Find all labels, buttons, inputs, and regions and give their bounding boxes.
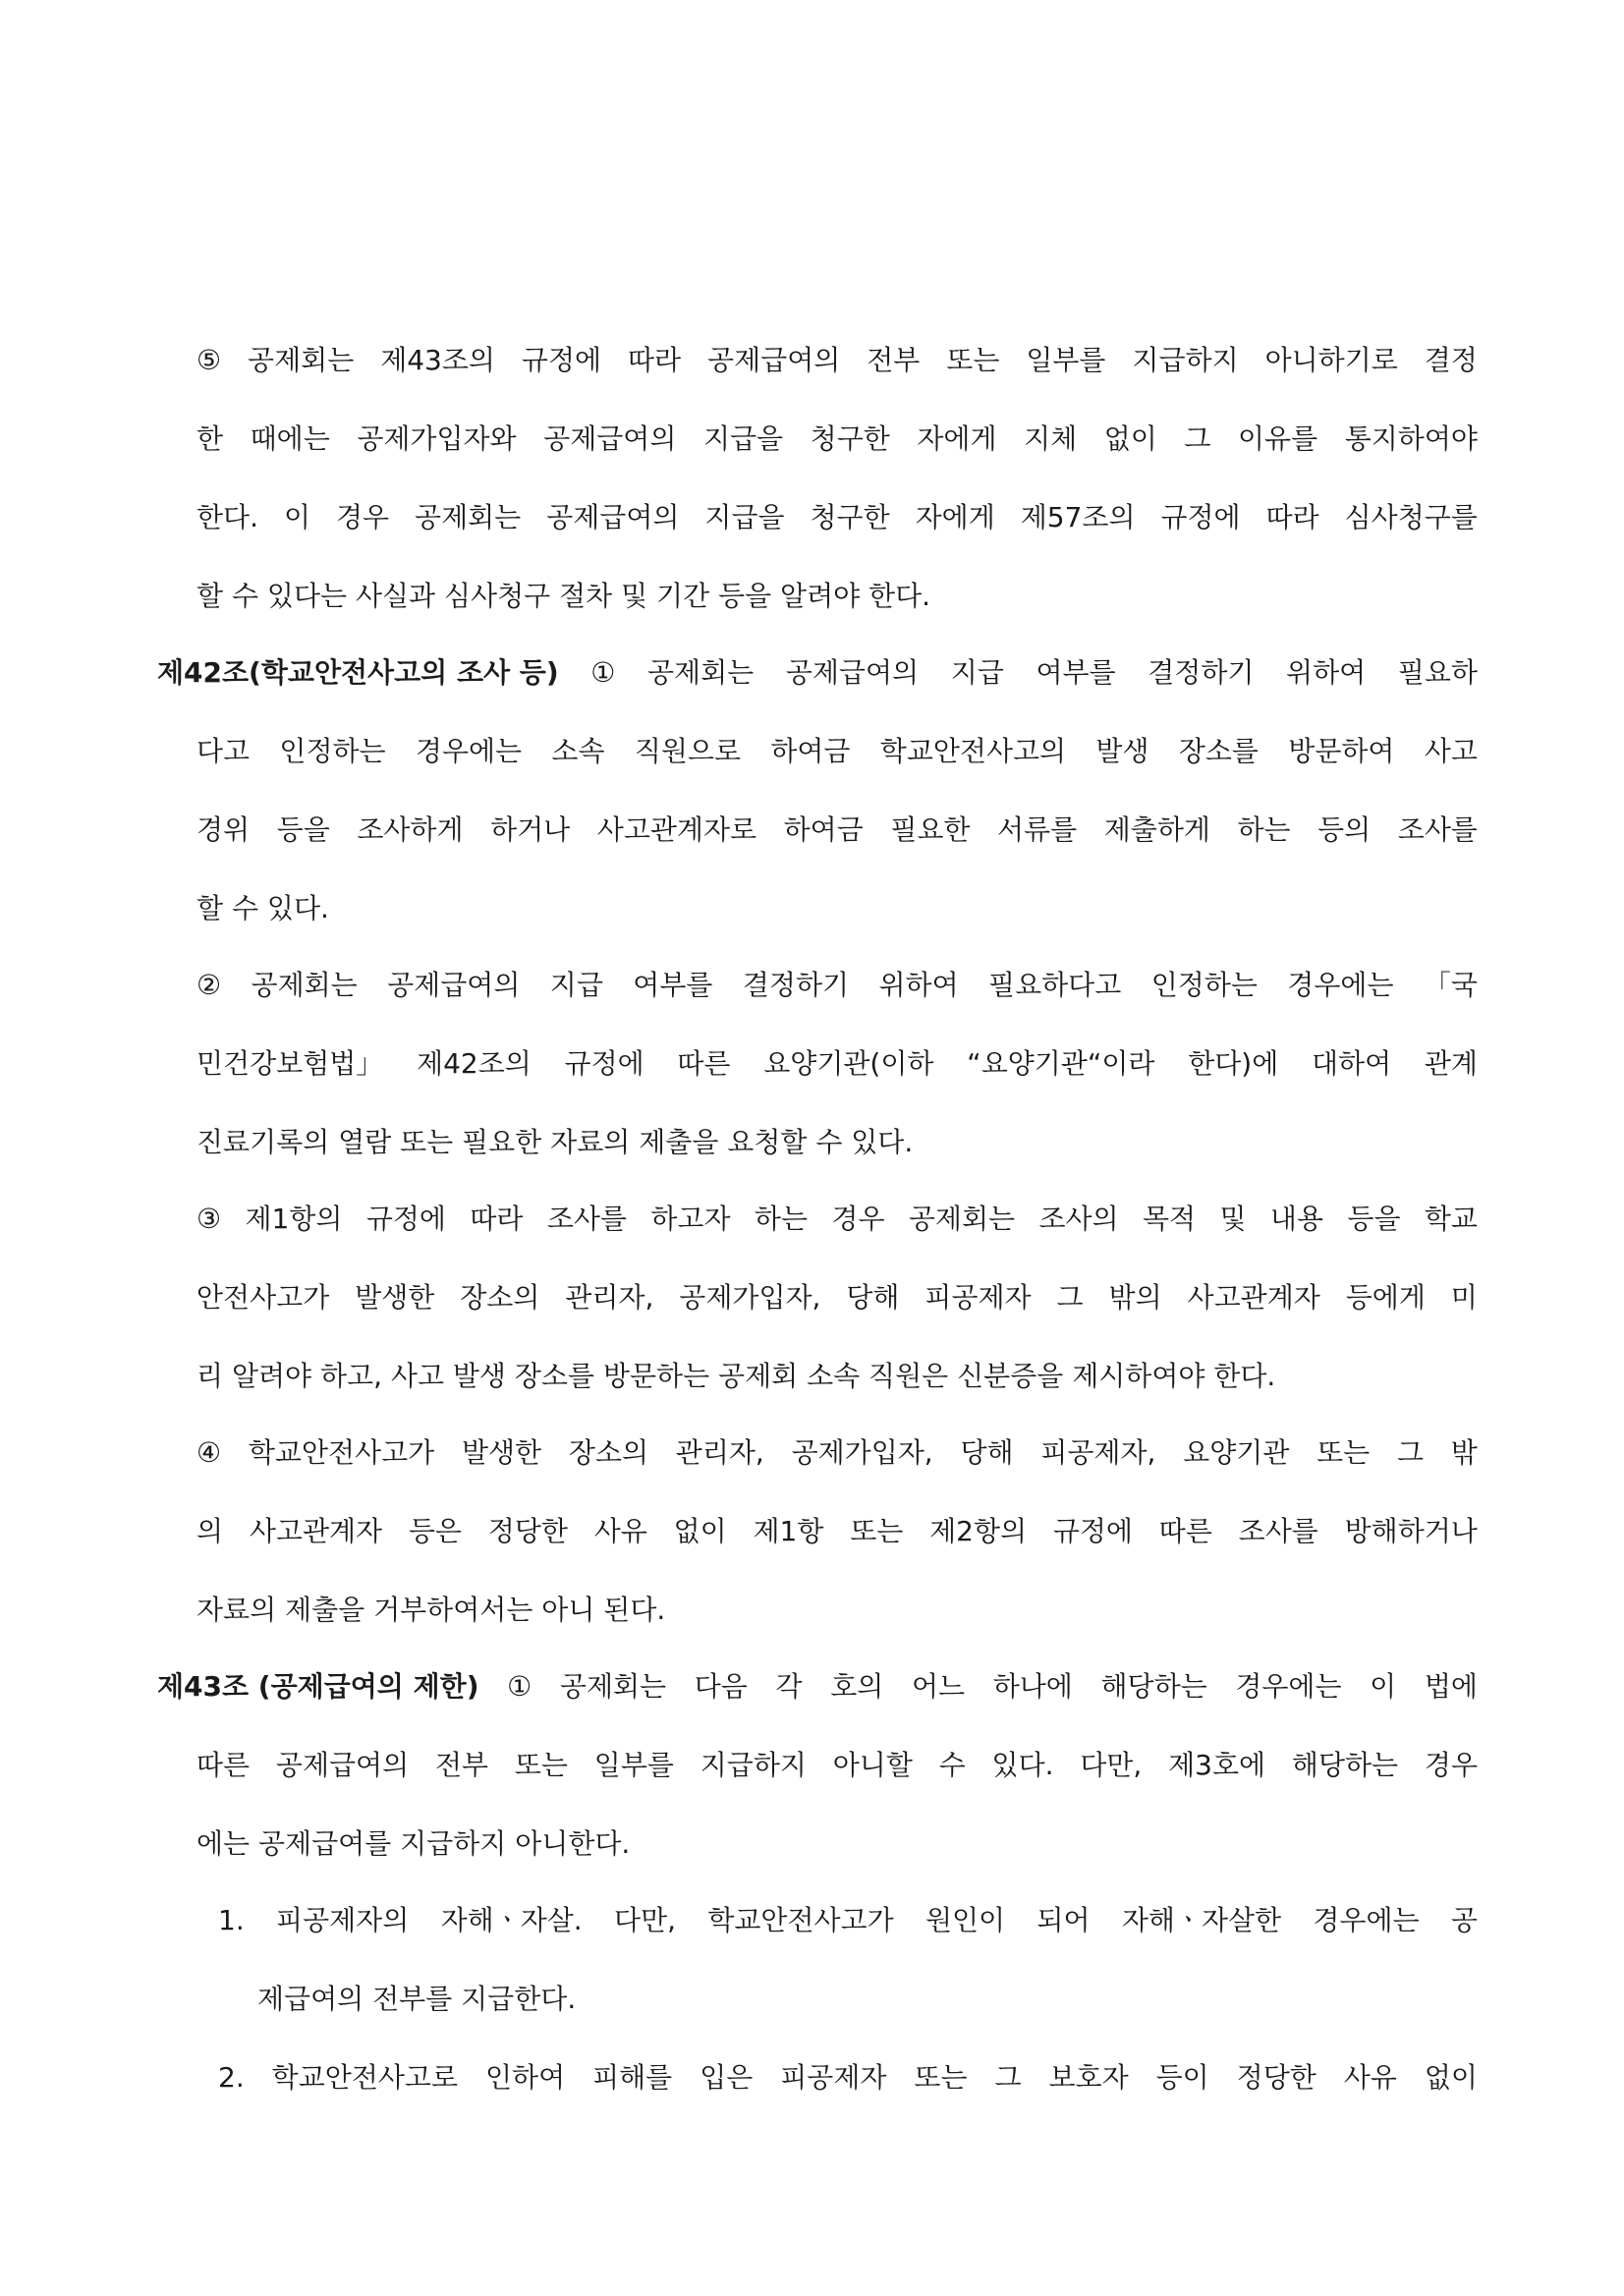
word: 다고 [196, 735, 251, 767]
line-text: 진료기록의 열람 또는 필요한 자료의 제출을 요청할 수 있다. [196, 1126, 914, 1158]
line-text: 자료의 제출을 거부하여서는 아니 된다. [196, 1594, 666, 1626]
word: 제1항의 [245, 1203, 343, 1235]
word: 방문하여 [1288, 735, 1395, 767]
text-line [196, 1200, 1478, 1239]
word: 발생한 [461, 1436, 542, 1469]
word: 각 [775, 1670, 803, 1703]
word: 지체 [1024, 422, 1078, 455]
word: 공제가입자와 [357, 422, 517, 455]
word: 조사의 [1038, 1203, 1119, 1235]
word: 제3호에 [1168, 1749, 1266, 1781]
text-line [196, 1278, 1478, 1317]
text-line [196, 498, 1478, 537]
word: 학교안전사고로 [271, 2061, 459, 2094]
word: 공 [1450, 1904, 1478, 1936]
word: 청구한 [810, 422, 890, 455]
word: 제42조의 [417, 1047, 532, 1080]
word: 청구한 [810, 501, 890, 533]
word: 등을 [1347, 1203, 1401, 1235]
word: 규정에 [1160, 501, 1241, 533]
word: 방해하거나 [1344, 1515, 1478, 1547]
word: 되어 [1036, 1904, 1091, 1936]
word: 없이 [1103, 422, 1157, 455]
word: 수 [938, 1749, 966, 1781]
word: 공제회는 [248, 344, 355, 376]
word: 전부 [867, 344, 921, 376]
word: 그 [1184, 422, 1211, 455]
word: 밖 [1450, 1436, 1478, 1469]
word: 피공제자의 [276, 1904, 410, 1936]
word: 일부를 [1026, 344, 1106, 376]
word: ③ [196, 1203, 222, 1235]
word: 의 [196, 1515, 224, 1547]
word: 등이 [1155, 2061, 1209, 2094]
word: 지급하지 [700, 1749, 807, 1781]
word: 지급 [549, 969, 603, 1001]
word: “요양기관“이라 [967, 1047, 1155, 1080]
word: 자에게 [917, 422, 997, 455]
word: ② [196, 969, 222, 1001]
word: 학교안전사고가 [248, 1436, 435, 1469]
word: 해당하는 [1291, 1749, 1399, 1781]
word: 공제급여의 [546, 501, 680, 533]
word: 하거나 [490, 813, 571, 846]
word: 어느 [911, 1670, 966, 1703]
list-item-line [218, 2058, 1478, 2098]
word: 없이 [1424, 2061, 1478, 2094]
word: 공제급여의 [275, 1749, 410, 1781]
word: 당해 [846, 1281, 900, 1314]
word: 그 [1396, 1436, 1425, 1469]
word: 이유를 [1237, 422, 1318, 455]
word: 심사청구를 [1344, 501, 1478, 533]
word: 경우 [1424, 1749, 1478, 1781]
word: 학교 [1424, 1203, 1478, 1235]
word: 법에 [1424, 1670, 1478, 1703]
word: 피공제자, [1040, 1436, 1156, 1469]
text-line [196, 811, 1478, 850]
word: 또는 [514, 1749, 568, 1781]
word: 지급을 [704, 501, 785, 533]
word: 관리자, [675, 1436, 764, 1469]
word: 관리자, [565, 1281, 654, 1314]
word: 직원으로 [634, 735, 742, 767]
word: ④ [196, 1436, 222, 1469]
text-line [196, 1357, 1478, 1396]
word: 사고관계자로 [596, 813, 757, 846]
word: 등은 [408, 1515, 462, 1547]
word: 있다. [991, 1749, 1054, 1781]
line-text: 할 수 있다. [196, 892, 329, 924]
word: 필요한 [890, 813, 971, 846]
word: 또는 [914, 2061, 968, 2094]
word: 밖의 [1108, 1281, 1162, 1314]
article-heading: 제42조(학교안전사고의 조사 등) [157, 656, 559, 689]
word: 조사를 [1238, 1515, 1318, 1547]
word: 제43조의 [380, 344, 495, 376]
word: 따른 [196, 1749, 251, 1781]
line-text: 제급여의 전부를 지급한다. [257, 1983, 577, 2015]
word: 결정하기 [1148, 656, 1255, 689]
word: 통지하여야 [1344, 422, 1478, 455]
word: 학교안전사고가 [707, 1904, 894, 1936]
text-line [196, 1746, 1478, 1785]
word: 규정에 [1052, 1515, 1133, 1547]
word: 2. [218, 2061, 245, 2094]
word: 그 [1056, 1281, 1084, 1314]
word: 하나에 [992, 1670, 1073, 1703]
line-text: 할 수 있다는 사실과 심사청구 절차 및 기간 등을 알려야 한다. [196, 580, 931, 612]
word: 지급 [950, 656, 1004, 689]
word: 내용 [1269, 1203, 1324, 1235]
word: 공제가입자, [679, 1281, 821, 1314]
word: 또는 [946, 344, 1000, 376]
word: 보호자 [1048, 2061, 1129, 2094]
word: 하여금 [770, 735, 851, 767]
word: 「국 [1423, 969, 1478, 1001]
word: 결정하기 [742, 969, 850, 1001]
word: 아니할 [832, 1749, 913, 1781]
word: 하고자 [650, 1203, 731, 1235]
word: 해당하는 [1100, 1670, 1207, 1703]
word: 위하여 [878, 969, 959, 1001]
word: 한 [196, 422, 224, 455]
word: 호의 [830, 1670, 884, 1703]
word: 조사를 [1397, 813, 1478, 846]
word: 공제회는 [251, 969, 358, 1001]
word: 사유 [593, 1515, 647, 1547]
word: 사유 [1343, 2061, 1397, 2094]
word: 필요하다고 [988, 969, 1122, 1001]
word: 일부를 [593, 1749, 674, 1781]
word: 장소를 [1178, 735, 1259, 767]
word: 경위 [196, 813, 251, 846]
word: 공제회는 [908, 1203, 1016, 1235]
word: 관계 [1424, 1047, 1478, 1080]
word: 전부 [434, 1749, 489, 1781]
word: 조사를 [546, 1203, 627, 1235]
word: 사고관계자 [1187, 1281, 1320, 1314]
word: 정당한 [487, 1515, 568, 1547]
word: 등에게 [1345, 1281, 1426, 1314]
word: 당해 [960, 1436, 1014, 1469]
word: 공제회는 [559, 1670, 667, 1703]
word: 다음 [694, 1670, 748, 1703]
article-heading-line [157, 653, 1478, 693]
article-heading: 제43조 (공제급여의 제한) [157, 1670, 479, 1703]
word: 등의 [1317, 813, 1372, 846]
word: 및 [1219, 1203, 1247, 1235]
word: ① [590, 656, 616, 689]
list-item-line [218, 1901, 1478, 1940]
word: 지급을 [702, 422, 784, 455]
word: 공제급여의 [785, 656, 920, 689]
word: 발생 [1095, 735, 1149, 767]
text-line [196, 889, 1478, 928]
word: 때에는 [250, 422, 330, 455]
list-item-line [257, 1980, 1478, 2019]
word: 하는 [1237, 813, 1291, 846]
text-line [196, 732, 1478, 771]
word: 자해ㆍ자살한 [1121, 1904, 1282, 1936]
word: 발생한 [355, 1281, 435, 1314]
word: 인정하는 [279, 735, 386, 767]
word: 미 [1450, 1281, 1478, 1314]
line-text: 리 알려야 하고, 사고 발생 장소를 방문하는 공제회 소속 직원은 신분증을 제시하여야 한다. [196, 1360, 1276, 1392]
word: ① [507, 1670, 532, 1703]
word: 따라 [470, 1203, 524, 1235]
word: 하여금 [783, 813, 864, 846]
word: 지급하지 [1132, 344, 1239, 376]
text-line [196, 420, 1478, 459]
word: 여부를 [633, 969, 713, 1001]
word: ⑤ [196, 344, 222, 376]
word: 피해를 [592, 2061, 673, 2094]
word: 자해ㆍ자살. [440, 1904, 583, 1936]
word: 정당한 [1236, 2061, 1316, 2094]
word: 대하여 [1311, 1047, 1392, 1080]
text-line [196, 1824, 1478, 1864]
text-line [196, 1591, 1478, 1630]
text-line [196, 966, 1478, 1005]
word: 피공제자 [780, 2061, 887, 2094]
word: 공제급여의 [543, 422, 677, 455]
word: 공제회는 [415, 501, 522, 533]
word: 안전사고가 [196, 1281, 330, 1314]
word: 여부를 [1036, 656, 1116, 689]
word: 인정하는 [1150, 969, 1258, 1001]
word: 인하여 [484, 2061, 566, 2094]
text-line [196, 1044, 1478, 1084]
word: 경우에는 [1313, 1904, 1420, 1936]
word: 규정에 [564, 1047, 644, 1080]
line-text: 에는 공제급여를 지급하지 아니한다. [196, 1827, 631, 1860]
word: 한다)에 [1188, 1047, 1279, 1080]
word: 제57조의 [1020, 501, 1136, 533]
word: 사고 [1424, 735, 1478, 767]
word: 위하여 [1286, 656, 1367, 689]
word: 경우에는 [415, 735, 523, 767]
word: 경우에는 [1235, 1670, 1342, 1703]
word: 한다. [196, 501, 258, 533]
word: 경우 [335, 501, 390, 533]
word: 또는 [1316, 1436, 1371, 1469]
word: 공제급여의 [387, 969, 521, 1001]
word: 필요하 [1397, 656, 1478, 689]
word: 장소의 [568, 1436, 649, 1469]
word: 하는 [754, 1203, 809, 1235]
word: 규정에 [365, 1203, 446, 1235]
word: 목적 [1142, 1203, 1197, 1235]
text-line [196, 1512, 1478, 1551]
word: 제2항의 [929, 1515, 1028, 1547]
word: 민건강보험법」 [196, 1047, 384, 1080]
word: 등을 [276, 813, 330, 846]
word: 자에게 [915, 501, 995, 533]
word: 장소의 [460, 1281, 540, 1314]
word: 요양기관(이하 [763, 1047, 934, 1080]
word: 없이 [673, 1515, 727, 1547]
word: 이 [283, 501, 311, 533]
word: 원인이 [924, 1904, 1006, 1936]
text-line [196, 1123, 1478, 1162]
word: 경우 [831, 1203, 885, 1235]
word: 이 [1370, 1670, 1397, 1703]
word: 서류를 [997, 813, 1078, 846]
word: 그 [994, 2061, 1022, 2094]
word: 공제급여의 [707, 344, 841, 376]
word: 입은 [700, 2061, 754, 2094]
word: 결정 [1424, 344, 1478, 376]
text-line [196, 341, 1478, 380]
word: 또는 [850, 1515, 904, 1547]
word: 다만, [1080, 1749, 1143, 1781]
word: 다만, [614, 1904, 677, 1936]
word: 제출하게 [1103, 813, 1210, 846]
word: 따른 [1158, 1515, 1212, 1547]
word: 피공제자 [924, 1281, 1032, 1314]
word: 아니하기로 [1264, 344, 1398, 376]
word: 따라 [1265, 501, 1319, 533]
word: 따른 [677, 1047, 731, 1080]
word: 공제회는 [647, 656, 755, 689]
word: 요양기관 [1183, 1436, 1290, 1469]
word: 따라 [628, 344, 682, 376]
word: 1. [218, 1904, 245, 1936]
word: 사고관계자 [249, 1515, 383, 1547]
word: 경우에는 [1287, 969, 1394, 1001]
article-heading-line [157, 1667, 1478, 1707]
word: 소속 [551, 735, 605, 767]
word: 공제가입자, [791, 1436, 933, 1469]
word: 제1항 [753, 1515, 824, 1547]
word: 조사하게 [357, 813, 464, 846]
text-line [196, 577, 1478, 616]
text-line [196, 1433, 1478, 1473]
word: 규정에 [521, 344, 602, 376]
word: 학교안전사고의 [879, 735, 1067, 767]
